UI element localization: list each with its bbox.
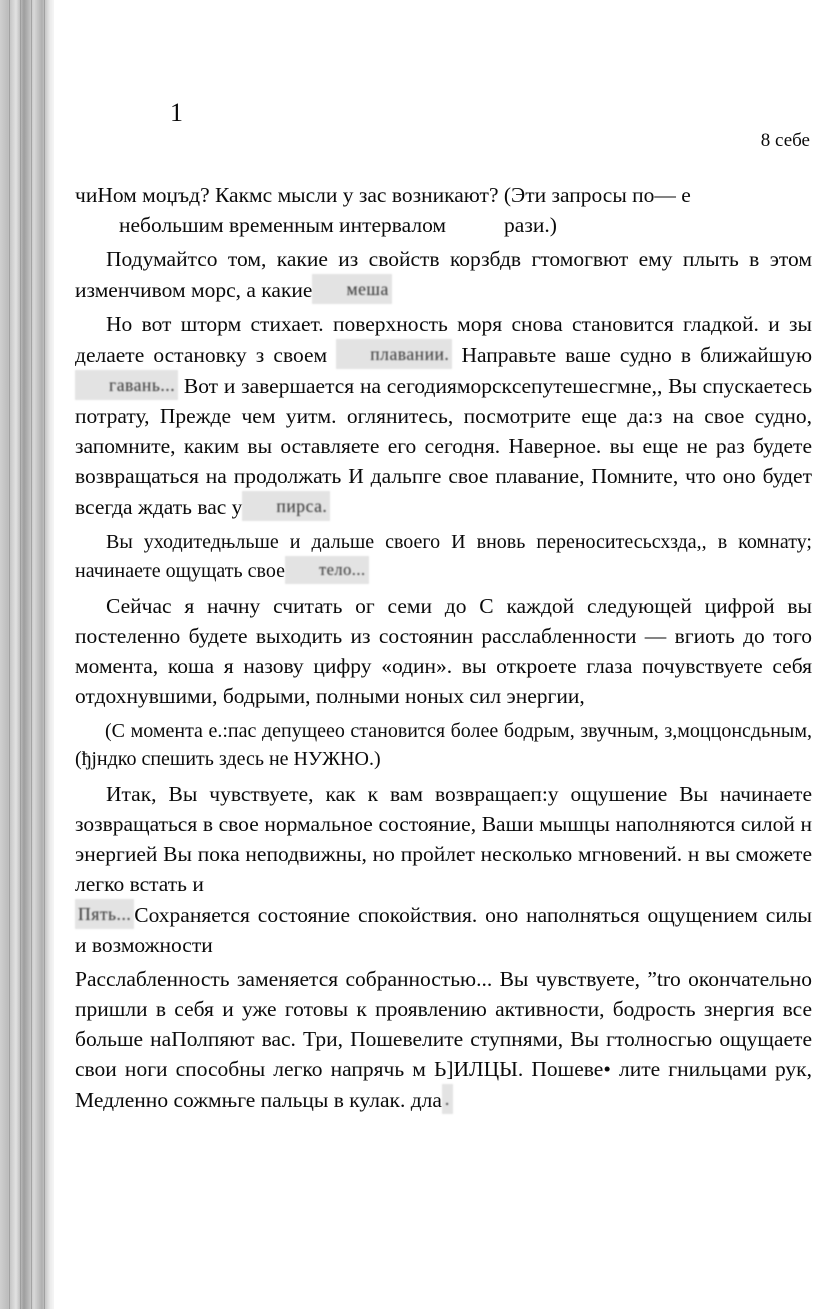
text-span: чиНом моџъд? Какмс мысли у зас возникают? (Эти запросы по— е [75, 183, 691, 207]
text-span: Сохраняется состояние спокойствия. оно наполняться ощущением силы и возможности [75, 903, 812, 957]
running-head: 8 себе [760, 130, 810, 151]
text-span: (С момента е.:пас депущеео становится более бодрым, звучным, з,моццонсдьным, (ђјндко спешить здесь не НУЖНО.) [75, 720, 812, 770]
main-text [75, 180, 812, 1115]
paragraph-7 [75, 779, 812, 899]
binding-line [9, 0, 10, 1309]
text-span: Сейчас я начну считать ог семи до С каждой следующей цифрой вы постеленно будете выходить из состоянин расслабленности — вгиоть до того момента, коша я назову цифру «один». вы откроете глаза почувствуете себя отдохнувшими, бодрыми, полными ноных сил энергии, [75, 594, 812, 708]
binding-line [31, 0, 32, 1309]
paragraph-9 [75, 964, 812, 1115]
binding-line [44, 0, 45, 1309]
text-span: Итак, Вы чувствуете, как к вам возвращаеп:у ощушение Вы начинаете зозвращаться в свое нормальное состояние, Ваши мышцы наполняются силой н энергией Вы пока неподвижны, но пройлет несколько мгновений. н вы сможете легко встать и [75, 782, 812, 896]
text-span: Направьте ваше судно в ближайшую [461, 343, 813, 367]
book-binding-edge [0, 0, 54, 1309]
paragraph-1 [75, 180, 812, 240]
paragraph-4 [75, 528, 812, 585]
blurred-word: гавань... [75, 370, 178, 400]
blurred-word: . [442, 1084, 453, 1114]
paragraph-6 [75, 717, 812, 773]
binding-line [20, 0, 21, 1309]
text-span: Вот и завершается на сегодияморскcепутешесгмне,, Вы спускаетесь потрату, Прежде чем уитм. оглянитесь, посмотрите еще да:з на свое судно, запомните, каким вы оставляете его сегодня. Наверное. вы еще не раз будете возвращаться на продолжать И дальпге свое плавание, Помните, что оно будет всегда ждать вас у [75, 374, 812, 519]
blurred-word: Пять... [75, 899, 134, 929]
paragraph-5 [75, 591, 812, 711]
page-number: 1 [170, 98, 183, 127]
blurred-word: меша [312, 274, 391, 304]
paragraph-2 [75, 244, 812, 305]
blurred-word: плавании. [336, 339, 452, 369]
text-span: Расслабленность заменяется собранностью... Вы чувствуете, ”tro окончательно пришли в себя и уже готовы к проявлению активности, бодрость знергия все больше наПолпяют вас. Три, Пошевелите ступнями, Вы гтолносгью ощущаете свои ноги способны легко напрячь м Ь]ИЛЦЫ. Пошеве• лите гнильцами рук, Медленно сожмњге пальцы в кулак. дла [75, 967, 812, 1112]
blurred-word: тело... [285, 556, 369, 584]
text-span: Но вот шторм стихает. поверхность моря снова становится гладкой. и зы делаете остановку з своем [75, 312, 812, 367]
text-span: рази.) [504, 213, 557, 237]
paragraph-8 [75, 899, 812, 960]
blurred-word: пирса. [242, 491, 330, 521]
text-span: Вы уходитедњльше и дальше своего И вновь переноситесьсхзда,, в комнату; начинаете ощущать свое [75, 531, 812, 582]
paragraph-3 [75, 309, 812, 522]
text-span: Подумайтсо том, какие из свойств корзбдв гтомогвют ему плыть в этом изменчивом морс, а какие [75, 247, 812, 302]
text-span: небольшим временным интервалом [119, 213, 447, 237]
